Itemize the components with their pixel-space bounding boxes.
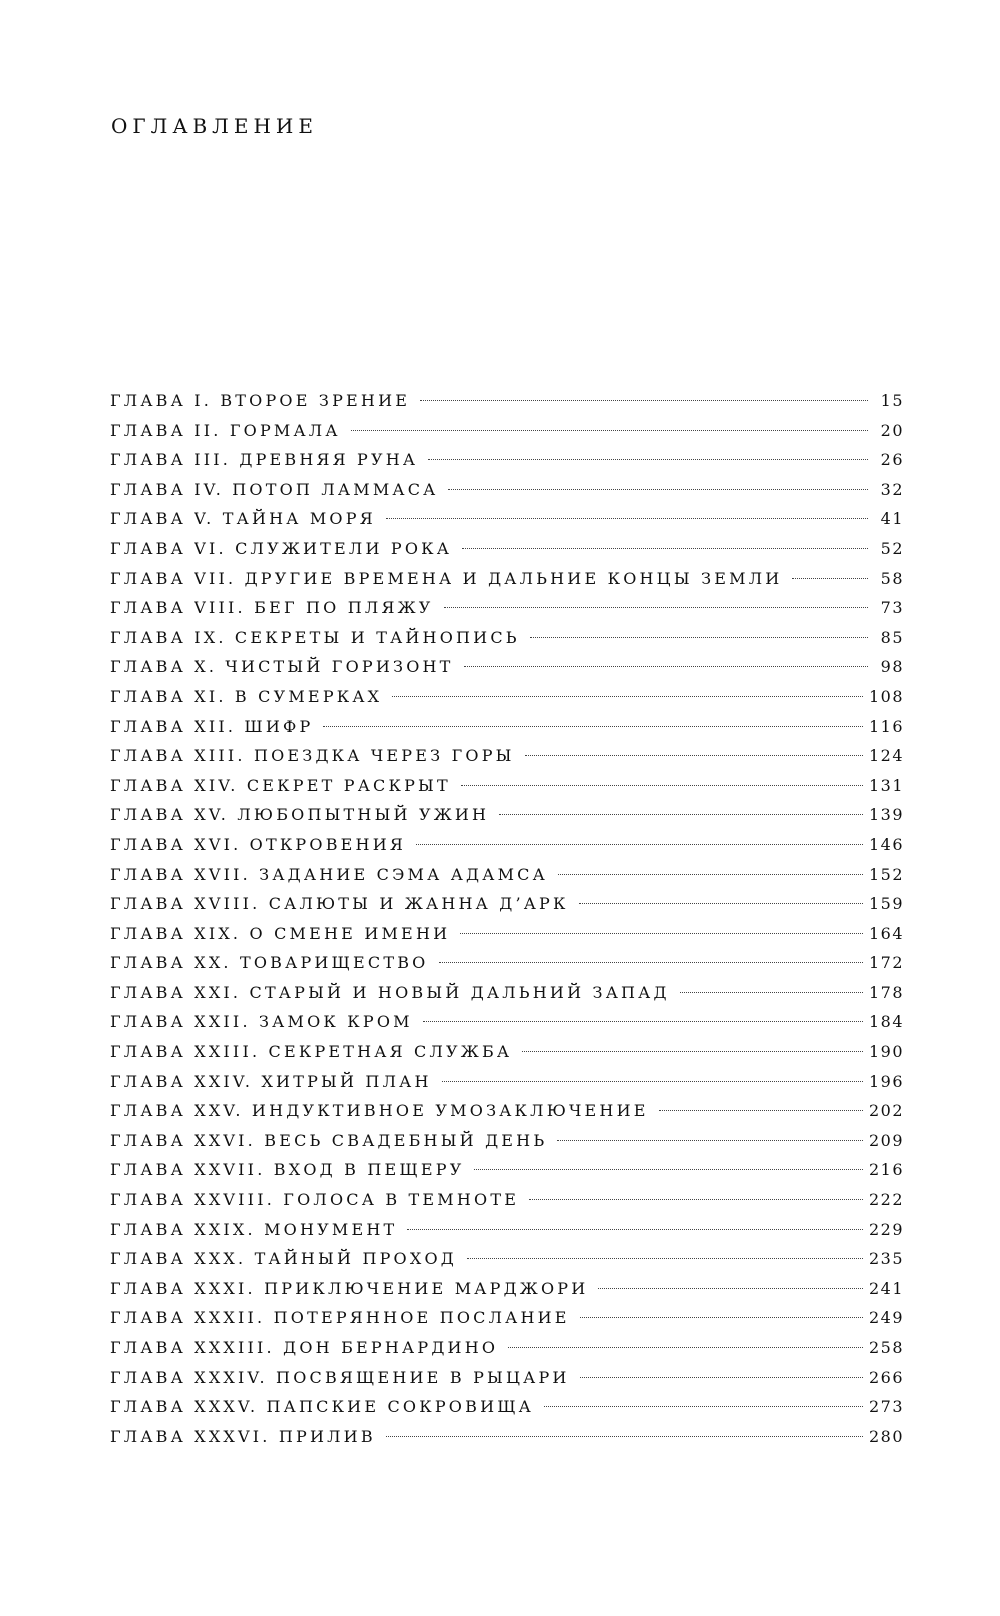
chapter-title: ГЛАВА XXXIV. ПОСВЯЩЕНИЕ В РЫЦАРИ [110, 1367, 570, 1387]
page-number: 222 [868, 1190, 904, 1210]
page-number: 85 [880, 627, 904, 647]
toc-entry[interactable] [110, 978, 904, 1008]
toc-entry[interactable] [110, 1096, 904, 1126]
toc-entry[interactable] [110, 741, 904, 771]
dot-leader [529, 1199, 863, 1200]
chapter-title: ГЛАВА XVII. ЗАДАНИЕ СЭМА АДАМСА [110, 864, 548, 884]
dot-leader [499, 814, 863, 815]
toc-entry[interactable] [110, 1215, 904, 1245]
chapter-title: ГЛАВА XXVII. ВХОД В ПЕЩЕРУ [110, 1160, 465, 1180]
chapter-title: ГЛАВА IX. СЕКРЕТЫ И ТАЙНОПИСЬ [110, 627, 520, 647]
page-number: 202 [868, 1101, 904, 1121]
chapter-title: ГЛАВА I. ВТОРОЕ ЗРЕНИЕ [110, 391, 411, 410]
page-number: 98 [880, 657, 904, 677]
table-of-contents [110, 386, 904, 1451]
toc-entry[interactable] [110, 623, 904, 653]
toc-entry[interactable] [110, 445, 904, 475]
toc-entry[interactable] [110, 860, 904, 890]
page-number: 139 [868, 805, 904, 825]
chapter-title: ГЛАВА IV. ПОТОП ЛАММАСА [110, 479, 439, 499]
page-number: 280 [868, 1426, 904, 1446]
page-number: 58 [880, 568, 904, 588]
chapter-title: ГЛАВА XXXI. ПРИКЛЮЧЕНИЕ МАРДЖОРИ [110, 1278, 589, 1298]
page-number: 146 [868, 834, 904, 854]
dot-leader [448, 489, 868, 490]
dot-leader [525, 755, 863, 756]
toc-entry[interactable] [110, 504, 904, 534]
page-number: 159 [868, 894, 904, 914]
page-number: 15 [880, 391, 904, 410]
dot-leader [392, 696, 863, 697]
chapter-title: ГЛАВА XV. ЛЮБОПЫТНЫЙ УЖИН [110, 805, 490, 825]
page-number: 209 [868, 1130, 904, 1150]
page-number: 124 [868, 746, 904, 766]
toc-entry[interactable] [110, 475, 904, 505]
page-number: 26 [880, 450, 904, 470]
dot-leader [467, 1258, 863, 1259]
toc-entry[interactable] [110, 1244, 904, 1274]
page-number: 196 [868, 1071, 904, 1091]
toc-entry[interactable] [110, 1155, 904, 1185]
toc-entry[interactable] [110, 919, 904, 949]
chapter-title: ГЛАВА XXII. ЗАМОК КРОМ [110, 1012, 413, 1032]
page-number: 172 [868, 953, 904, 973]
dot-leader [598, 1288, 863, 1289]
chapter-title: ГЛАВА XX. ТОВАРИЩЕСТВО [110, 953, 429, 973]
toc-entry[interactable] [110, 1185, 904, 1215]
toc-entry[interactable] [110, 948, 904, 978]
chapter-title: ГЛАВА XII. ШИФР [110, 716, 314, 736]
chapter-title: ГЛАВА XVI. ОТКРОВЕНИЯ [110, 834, 406, 854]
chapter-title: ГЛАВА XI. В СУМЕРКАХ [110, 686, 383, 706]
dot-leader [386, 1436, 863, 1437]
dot-leader [580, 1377, 863, 1378]
toc-entry[interactable] [110, 534, 904, 564]
toc-entry[interactable] [110, 771, 904, 801]
dot-leader [416, 844, 863, 845]
chapter-title: ГЛАВА V. ТАЙНА МОРЯ [110, 509, 376, 529]
chapter-title: ГЛАВА XXIV. ХИТРЫЙ ПЛАН [110, 1071, 432, 1091]
dot-leader [461, 785, 863, 786]
toc-entry[interactable] [110, 1363, 904, 1393]
toc-entry[interactable] [110, 1303, 904, 1333]
page-number: 116 [868, 716, 904, 736]
chapter-title: ГЛАВА XXXIII. ДОН БЕРНАРДИНО [110, 1338, 499, 1357]
page-number: 190 [868, 1042, 904, 1062]
page-number: 41 [880, 509, 904, 529]
dot-leader [557, 1140, 863, 1141]
page-number: 241 [868, 1278, 904, 1298]
chapter-title: ГЛАВА XIII. ПОЕЗДКА ЧЕРЕЗ ГОРЫ [110, 746, 515, 766]
page-number: 52 [880, 538, 904, 558]
chapter-title: ГЛАВА XXXII. ПОТЕРЯННОЕ ПОСЛАНИЕ [110, 1308, 570, 1328]
chapter-title: ГЛАВА VIII. БЕГ ПО ПЛЯЖУ [110, 598, 434, 618]
toc-entry[interactable] [110, 652, 904, 682]
chapter-title: ГЛАВА XVIII. САЛЮТЫ И ЖАННА Д’АРК [110, 894, 569, 914]
dot-leader [579, 903, 863, 904]
dot-leader [407, 1229, 863, 1230]
dot-leader [558, 874, 863, 875]
toc-entry[interactable] [110, 830, 904, 860]
toc-entry[interactable] [110, 800, 904, 830]
chapter-title: ГЛАВА XXXVI. ПРИЛИВ [110, 1426, 376, 1446]
chapter-title: ГЛАВА XXVI. ВЕСЬ СВАДЕБНЫЙ ДЕНЬ [110, 1130, 548, 1150]
dot-leader [522, 1051, 863, 1052]
chapter-title: ГЛАВА XXI. СТАРЫЙ И НОВЫЙ ДАЛЬНИЙ ЗАПАД [110, 982, 670, 1002]
page-number: 20 [880, 420, 904, 440]
page-title: ОГЛАВЛЕНИЕ [111, 114, 318, 139]
page-number: 108 [868, 686, 904, 706]
page-number: 184 [868, 1012, 904, 1032]
dot-leader [439, 962, 863, 963]
page-number: 273 [868, 1397, 904, 1417]
dot-leader [386, 518, 868, 519]
page-number: 235 [868, 1249, 904, 1269]
toc-entry[interactable] [110, 1067, 904, 1097]
chapter-title: ГЛАВА XXV. ИНДУКТИВНОЕ УМОЗАКЛЮЧЕНИЕ [110, 1101, 649, 1121]
toc-entry[interactable] [110, 712, 904, 742]
chapter-title: ГЛАВА XXIII. СЕКРЕТНАЯ СЛУЖБА [110, 1042, 513, 1062]
dot-leader [442, 1081, 863, 1082]
chapter-title: ГЛАВА XIV. СЕКРЕТ РАСКРЫТ [110, 775, 451, 795]
chapter-title: ГЛАВА II. ГОРМАЛА [110, 420, 341, 440]
toc-entry[interactable] [110, 1037, 904, 1067]
page-number: 258 [868, 1338, 904, 1357]
chapter-title: ГЛАВА X. ЧИСТЫЙ ГОРИЗОНТ [110, 657, 454, 677]
toc-entry[interactable] [110, 564, 904, 594]
dot-leader [428, 459, 868, 460]
dot-leader [659, 1110, 863, 1111]
page-number: 73 [880, 598, 904, 618]
chapter-title: ГЛАВА VI. СЛУЖИТЕЛИ РОКА [110, 538, 453, 558]
chapter-title: ГЛАВА XXVIII. ГОЛОСА В ТЕМНОТЕ [110, 1190, 520, 1210]
dot-leader [508, 1347, 863, 1348]
chapter-title: ГЛАВА XXIX. МОНУМЕНТ [110, 1219, 398, 1239]
chapter-title: ГЛАВА VII. ДРУГИЕ ВРЕМЕНА И ДАЛЬНИЕ КОНЦЫ ЗЕМЛИ [110, 568, 783, 588]
page-number: 229 [868, 1219, 904, 1239]
toc-entry[interactable] [110, 889, 904, 919]
dot-leader [462, 548, 868, 549]
page-number: 266 [868, 1367, 904, 1387]
page-number: 164 [868, 923, 904, 943]
toc-entry[interactable] [110, 1007, 904, 1037]
toc-entry[interactable] [110, 1333, 904, 1363]
dot-leader [420, 400, 868, 401]
page-number: 178 [868, 982, 904, 1002]
toc-entry[interactable] [110, 682, 904, 712]
chapter-title: ГЛАВА XXX. ТАЙНЫЙ ПРОХОД [110, 1249, 457, 1269]
dot-leader [580, 1317, 863, 1318]
toc-entry[interactable] [110, 416, 904, 446]
toc-entry[interactable] [110, 1274, 904, 1304]
toc-entry[interactable] [110, 1392, 904, 1422]
page-number: 216 [868, 1160, 904, 1180]
toc-entry[interactable] [110, 386, 904, 416]
page-number: 131 [868, 775, 904, 795]
dot-leader [460, 933, 863, 934]
toc-entry[interactable] [110, 593, 904, 623]
dot-leader [464, 666, 868, 667]
toc-entry[interactable] [110, 1126, 904, 1156]
chapter-title: ГЛАВА III. ДРЕВНЯЯ РУНА [110, 450, 419, 470]
dot-leader [323, 726, 862, 727]
page-number: 249 [868, 1308, 904, 1328]
chapter-title: ГЛАВА XXXV. ПАПСКИЕ СОКРОВИЩА [110, 1397, 535, 1417]
dot-leader [792, 578, 868, 579]
dot-leader [351, 430, 868, 431]
dot-leader [544, 1406, 863, 1407]
page-number: 152 [868, 864, 904, 884]
dot-leader [423, 1021, 863, 1022]
dot-leader [444, 607, 868, 608]
chapter-title: ГЛАВА XIX. О СМЕНЕ ИМЕНИ [110, 923, 451, 943]
toc-entry[interactable] [110, 1422, 904, 1452]
dot-leader [680, 992, 863, 993]
page-number: 32 [880, 479, 904, 499]
dot-leader [530, 637, 868, 638]
dot-leader [474, 1169, 862, 1170]
